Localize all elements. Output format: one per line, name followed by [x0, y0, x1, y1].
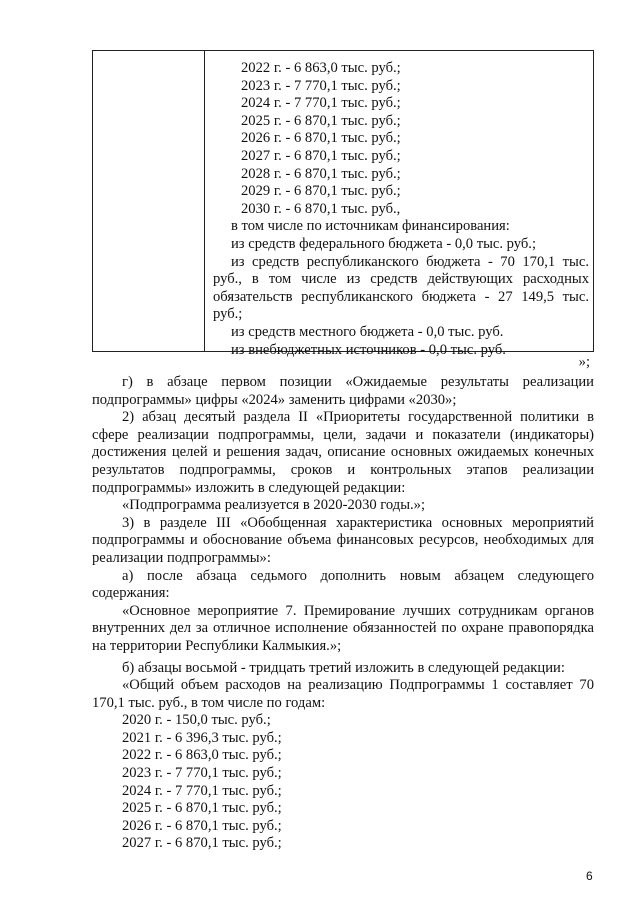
table-republic-line: из средств республиканского бюджета - 70 170,1 тыс.: [231, 253, 589, 270]
page-number: 6: [586, 869, 593, 883]
year-line: 2020 г. - 150,0 тыс. руб.;: [122, 712, 271, 729]
year-line: 2021 г. - 6 396,3 тыс. руб.;: [122, 729, 282, 746]
table-year-line: 2022 г. - 6 863,0 тыс. руб.;: [241, 60, 401, 76]
paragraph-b-quote: «Общий объем расходов на реализацию Подпрограммы 1 составляет 70 170,1 тыс. руб., в том числе по годам:: [92, 677, 594, 711]
table-year-line: 2030 г. - 6 870,1 тыс. руб.,: [241, 200, 401, 217]
year-line: 2024 г. - 7 770,1 тыс. руб.;: [122, 782, 282, 799]
paragraph-2: 2) абзац десятый раздела II «Приоритеты государственной политики в сфере реализации подпрограммы, цели, задачи и показатели (индикаторы) достижения целей и решения задач, описание основных ожидаемых конечных результатов подпрограммы, сроков и контрольных этапов реализации подпрограммы» изложить в следующей редакции:: [92, 409, 594, 496]
year-line: 2026 г. - 6 870,1 тыс. руб.;: [122, 817, 282, 834]
table-local-line: из средств местного бюджета - 0,0 тыс. руб.: [231, 323, 504, 340]
table-sources-intro: в том числе по источникам финансирования:: [231, 218, 510, 235]
table-republic-line: обязательств республиканского бюджета - 27 149,5 тыс.: [213, 288, 589, 305]
table-label-column: [93, 51, 205, 351]
year-line: 2023 г. - 7 770,1 тыс. руб.;: [122, 765, 282, 782]
table-republic-line: руб.;: [213, 306, 243, 323]
table-extrabudget-line: из внебюджетных источников - 0,0 тыс. руб.: [231, 341, 506, 358]
table-year-line: 2029 г. - 6 870,1 тыс. руб.;: [241, 183, 401, 200]
paragraph-a: а) после абзаца седьмого дополнить новым абзацем следующего содержания:: [92, 567, 594, 602]
year-line: 2025 г. - 6 870,1 тыс. руб.;: [122, 800, 282, 817]
table-year-line: 2025 г. - 6 870,1 тыс. руб.;: [241, 112, 401, 129]
table-year-line: 2026 г. - 6 870,1 тыс. руб.;: [241, 130, 401, 147]
paragraph-g: г) в абзаце первом позиции «Ожидаемые результаты реализации подпрограммы» цифры «2024» заменить цифрами «2030»;: [92, 374, 594, 408]
table-year-line: 2024 г. - 7 770,1 тыс. руб.;: [241, 95, 401, 112]
table-year-line: 2023 г. - 7 770,1 тыс. руб.;: [241, 77, 401, 94]
paragraph-a-quote: «Основное мероприятие 7. Премирование лучших сотрудникам органов внутренних дел за отличное исполнение обязанностей по охране правопорядка на территории Республики Калмыкия.»;: [92, 602, 594, 654]
table-federal-line: из средств федерального бюджета - 0,0 тыс. руб.;: [231, 235, 537, 252]
table-value-column: [213, 60, 589, 359]
year-line: 2022 г. - 6 863,0 тыс. руб.;: [122, 747, 282, 764]
paragraph-b: б) абзацы восьмой - тридцать третий изложить в следующей редакции:: [122, 659, 565, 676]
table-year-line: 2027 г. - 6 870,1 тыс. руб.;: [241, 147, 401, 164]
year-line: 2027 г. - 6 870,1 тыс. руб.;: [122, 835, 282, 852]
funding-table: [92, 50, 594, 358]
closing-quote: »;: [578, 354, 590, 370]
table-year-line: 2028 г. - 6 870,1 тыс. руб.;: [241, 165, 401, 182]
body-text: [92, 374, 594, 853]
table-republic-line: руб., в том числе из средств действующих расходных: [213, 271, 589, 288]
paragraph-3: 3) в разделе III «Обобщенная характеристика основных мероприятий подпрограммы и обоснование объема финансовых ресурсов, необходимых для реализации подпрограммы»:: [92, 514, 594, 566]
paragraph-2-quote: «Подпрограмма реализуется в 2020-2030 годы.»;: [122, 497, 426, 514]
